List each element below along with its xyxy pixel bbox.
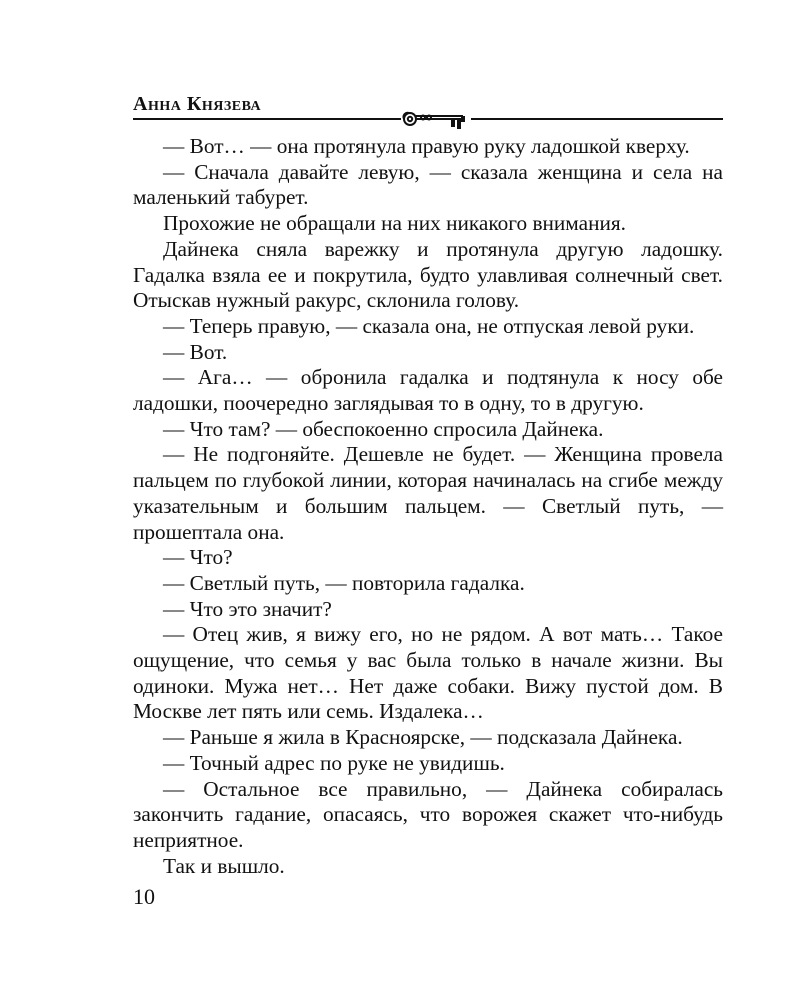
running-head (133, 92, 723, 126)
paragraph: — Ага… — обронила гадалка и подтянула к носу обе ладошки, поочередно заглядывая то в одну, то в другую. (133, 365, 723, 416)
paragraph: — Вот… — она протянула правую руку ладошкой кверху. (163, 134, 690, 158)
running-head-author: Анна Князева (133, 93, 262, 115)
paragraph: — Что? (163, 545, 233, 570)
body-text (133, 134, 723, 879)
paragraph: — Сначала давайте левую, — сказала женщина и села на маленький табурет. (133, 159, 723, 210)
paragraph: — Точный адрес по руке не увидишь. (163, 750, 505, 775)
paragraph: — Отец жив, я вижу его, но не рядом. А вот мать… Такое ощущение, что семья у вас была только в начале жизни. Вы одиноки. Мужа нет… Нет даже собаки. Вижу пустой дом. В Москве лет пять или семь. Издалека… (133, 622, 723, 724)
paragraph: — Остальное все правильно, — Дайнека собиралась закончить гадание, опасаясь, что ворожея скажет что-нибудь неприятное. (133, 776, 723, 852)
paragraph: Так и вышло. (163, 853, 285, 878)
page-number: 10 (133, 884, 155, 909)
paragraph: Прохожие не обращали на них никакого внимания. (163, 211, 626, 236)
paragraph: Дайнека сняла варежку и протянула другую ладошку. Гадалка взяла ее и покрутила, будто улавливая солнечный свет. Отыскав нужный ракурс, склонила голову. (133, 236, 723, 313)
paragraph: — Вот. (163, 339, 228, 364)
paragraph: — Что это значит? (163, 596, 332, 621)
key-icon (401, 107, 471, 131)
paragraph: — Светлый путь, — повторила гадалка. (163, 570, 525, 595)
paragraph: — Не подгоняйте. Дешевле не будет. — Женщина провела пальцем по глубокой линии, которая начиналась на сгибе между указательным и большим пальцем. — Светлый путь, — прошептала она. (133, 442, 723, 544)
paragraph: — Раньше я жила в Красноярске, — подсказала Дайнека. (163, 725, 683, 750)
paragraph: — Теперь правую, — сказала она, не отпуская левой руки. (163, 313, 695, 338)
paragraph: — Что там? — обеспокоенно спросила Дайнека. (163, 416, 604, 441)
